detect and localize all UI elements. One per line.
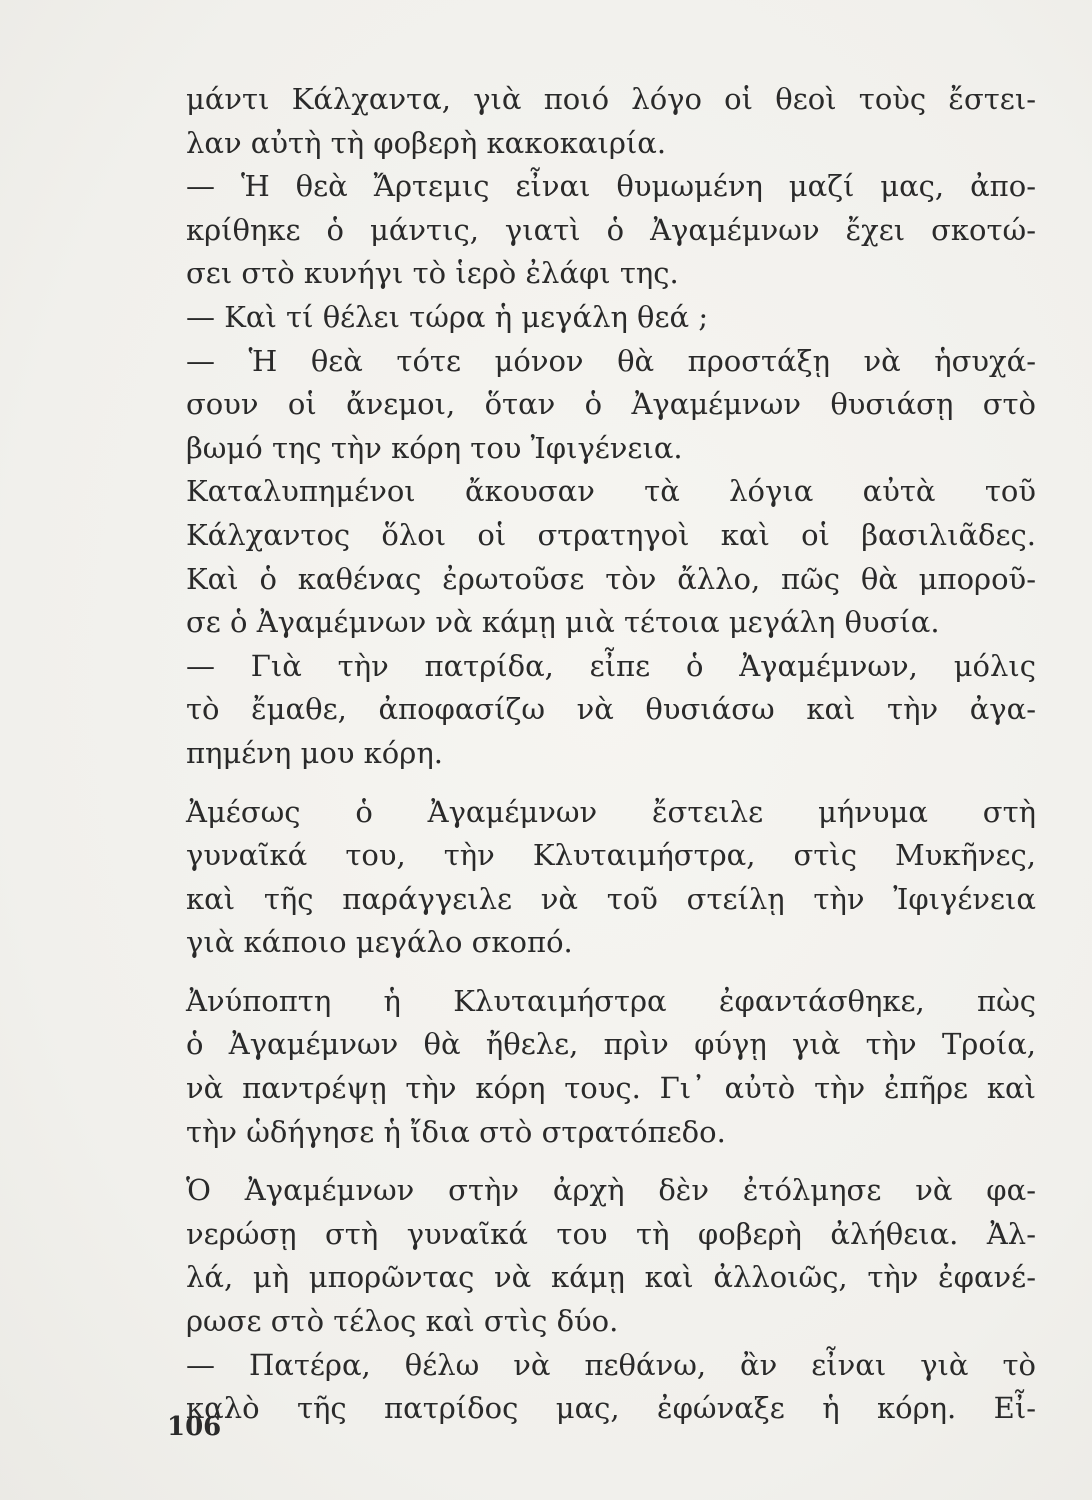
text-line: πημένη μου κόρη.	[186, 735, 443, 770]
text-line: νερώσῃ στὴ γυναῖκά του τὴ φοβερὴ ἀλήθεια. Ἀλ-	[186, 1216, 1036, 1251]
text-line: καλὸ τῆς πατρίδος μας, ἐφώναξε ἡ κόρη. Εἶ-	[186, 1391, 1036, 1426]
text-line: καὶ τῆς παράγγειλε νὰ τοῦ στείλῃ τὴν Ἰφιγένεια	[186, 881, 1036, 916]
text-line: σει στὸ κυνήγι τὸ ἱερὸ ἐλάφι της.	[186, 256, 679, 291]
text-line: Καὶ ὁ καθένας ἐρωτοῦσε τὸν ἄλλο, πῶς θὰ μποροῦ-	[186, 561, 1036, 596]
text-line: σουν οἱ ἄνεμοι, ὅταν ὁ Ἀγαμέμνων θυσιάσῃ στὸ	[186, 387, 1036, 422]
body-text	[186, 78, 1036, 1431]
page-number: 106	[167, 1412, 222, 1442]
text-line: — Καὶ τί θέλει τώρα ἡ μεγάλη θεά ;	[186, 299, 709, 334]
text-line: — Πατέρα, θέλω νὰ πεθάνω, ἂν εἶναι γιὰ τὸ	[186, 1347, 1036, 1382]
text-line: Ἀνύποπτη ἡ Κλυταιμήστρα ἐφαντάσθηκε, πὼς	[186, 983, 1036, 1018]
text-line: — Ἡ θεὰ Ἄρτεμις εἶναι θυμωμένη μαζί μας, ἀπο-	[186, 169, 1036, 204]
text-line: γιὰ κάποιο μεγάλο σκοπό.	[186, 925, 573, 960]
text-line: Καταλυπημένοι ἄκουσαν τὰ λόγια αὐτὰ τοῦ	[186, 474, 1036, 509]
text-line: νὰ παντρέψῃ τὴν κόρη τους. Γι᾽ αὐτὸ τὴν ἐπῆρε καὶ	[186, 1071, 1036, 1106]
text-line: ὁ Ἀγαμέμνων θὰ ἤθελε, πρὶν φύγῃ γιὰ τὴν Τροία,	[186, 1027, 1036, 1062]
text-line: τὸ ἔμαθε, ἀποφασίζω νὰ θυσιάσω καὶ τὴν ἀγα-	[186, 692, 1036, 727]
paragraph-gap	[186, 1154, 1036, 1169]
text-line: ρωσε στὸ τέλος καὶ στὶς δύο.	[186, 1304, 619, 1339]
text-line: γυναῖκά του, τὴν Κλυταιμήστρα, στὶς Μυκῆνες,	[186, 838, 1036, 873]
text-line: τὴν ὡδήγησε ἡ ἴδια στὸ στρατόπεδο.	[186, 1114, 726, 1149]
text-line: σε ὁ Ἀγαμέμνων νὰ κάμῃ μιὰ τέτοια μεγάλη θυσία.	[186, 605, 940, 640]
text-line: — Ἡ θεὰ τότε μόνον θὰ προστάξῃ νὰ ἡσυχά-	[186, 343, 1036, 378]
text-line: μάντι Κάλχαντα, γιὰ ποιό λόγο οἱ θεοὶ τοὺς ἔστει-	[186, 82, 1036, 116]
text-line: Ὁ Ἀγαμέμνων στὴν ἀρχὴ δὲν ἐτόλμησε νὰ φα-	[186, 1173, 1036, 1208]
text-line: βωμό της τὴν κόρη του Ἰφιγένεια.	[186, 430, 683, 465]
text-line: λά, μὴ μπορῶντας νὰ κάμῃ καὶ ἀλλοιῶς, τὴν ἐφανέ-	[186, 1260, 1036, 1295]
text-line: Ἀμέσως ὁ Ἀγαμέμνων ἔστειλε μήνυμα στὴ	[186, 794, 1036, 829]
paragraph-gap	[186, 776, 1036, 791]
text-line: Κάλχαντος ὅλοι οἱ στρατηγοὶ καὶ οἱ βασιλιᾶδες.	[186, 517, 1036, 552]
text-line: λαν αὐτὴ τὴ φοβερὴ κακοκαιρία.	[186, 125, 667, 160]
paragraph-gap	[186, 965, 1036, 980]
text-line: κρίθηκε ὁ μάντις, γιατὶ ὁ Ἀγαμέμνων ἔχει σκοτώ-	[186, 212, 1036, 247]
text-line: — Γιὰ τὴν πατρίδα, εἶπε ὁ Ἀγαμέμνων, μόλις	[186, 648, 1036, 683]
